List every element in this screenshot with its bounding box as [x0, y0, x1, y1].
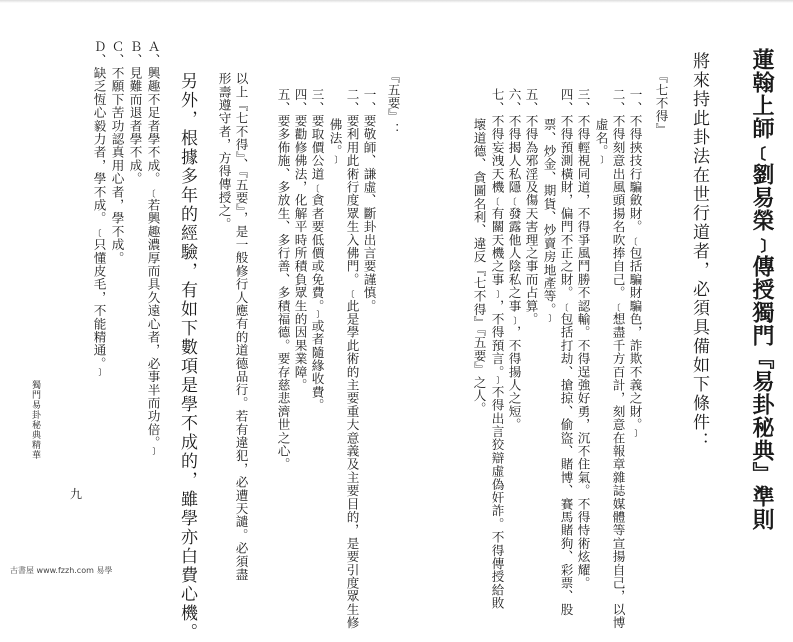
prohibition-line-7: 七、不得妄洩天機﹝有關天機之事﹞，不得預言。﹞不得出言狡辯虛偽奸詐。不得傳授給敗: [489, 88, 505, 610]
requirement-line-2-cont: 佛法。﹞: [327, 118, 343, 165]
seven-prohibitions-heading: 『七不得』: [653, 70, 669, 136]
margin-note: 獨門易卦秘典精華: [30, 380, 40, 460]
summary-line-1: 以上『七不得』、『五要』，是一般修行人應有的道德品行。若有違犯，必遭天譴。必須盡: [233, 72, 249, 582]
requirement-line-5: 五、要多佈施、多放生、多行善、多積福德。要存慈悲濟世之心。: [275, 88, 291, 471]
prohibition-line-6: 六、不得揭人私隱﹝發露他人陰私之事﹞，不得揚人之短。: [506, 88, 522, 432]
five-requirements-heading: 『五要』：: [385, 70, 401, 136]
footer-watermark: 古書屋 www.fzzh.com 易學: [10, 566, 113, 575]
prohibition-line-5: 五、不得為邪淫及傷天害理之事而占算。: [523, 88, 539, 326]
prohibition-line-4: 四、不得預測橫財，偏門不正之財。﹝包括打劫、搶掠、偷盜、賭博、賽馬賭狗、彩票、股: [558, 88, 574, 616]
prohibition-line-2: 二、不得刻意出風頭揚名吹捧自己。﹝想盡千方百計，刻意在報章雜誌媒體等宣揚自己，以博: [610, 88, 626, 630]
case-b: Ｂ、見難而退者學不成。: [127, 40, 143, 186]
case-a: Ａ、興趣不足者學不成。﹝若興趣濃厚而具久遠心者，必事半而功倍。﹞: [145, 40, 161, 457]
page-number: 九: [70, 487, 83, 501]
prohibition-line-4-cont: 票、炒金、期貨、炒賣房地產等。﹞: [541, 118, 557, 323]
summary-line-2: 形壽遵守者，方得傳授之。: [216, 72, 232, 231]
case-c: Ｃ、不願下苦功認真用心者，學不成。: [109, 40, 125, 265]
page-title: 蓮翰上師﹝劉易榮﹞傳授獨門『易卦秘典』準則: [749, 48, 774, 531]
requirement-line-1: 一、要敬師、謙虛、斷卦出言要謹慎。: [361, 88, 377, 313]
case-d: Ｄ、缺乏恆心毅力者，學不成。﹝只懂皮毛，不能精通。﹞: [91, 40, 107, 377]
prohibition-line-3: 三、不得輕視同道，不得爭風鬥勝不認輸。不得逞強好勇，沉不住氣。不得恃術炫耀。: [575, 88, 591, 590]
prohibition-line-2-cont: 虛名。﹞: [593, 118, 609, 165]
requirement-line-4: 四、要勸修佛法，化解平時所積負眾生的因果業障。: [292, 88, 308, 392]
prohibition-line-1: 一、不得挾技行騙斂財。﹝包括騙財騙色，詐欺不義之財。﹞: [627, 88, 643, 439]
conclusion-line: 另外，根據多年的經驗，有如下數項是學不成的，雖學亦白費心機。: [177, 72, 197, 642]
prohibition-line-7-cont: 壞道德、貪圖名利、違反『七不得』『五要』之人。: [471, 118, 487, 416]
requirement-line-2: 二、要利用此術行度眾生入佛門。﹝此是學此術的主要重大意義及主要目的，是要引度眾生修: [344, 88, 360, 630]
intro-line: 將來持此卦法在世行道者，必須具備如下條件：: [689, 52, 709, 451]
scan-edge: [0, 0, 793, 3]
requirement-line-3: 三、要取價公道﹝貪者要低價或免費。﹞或者隨緣收費。: [309, 88, 325, 412]
